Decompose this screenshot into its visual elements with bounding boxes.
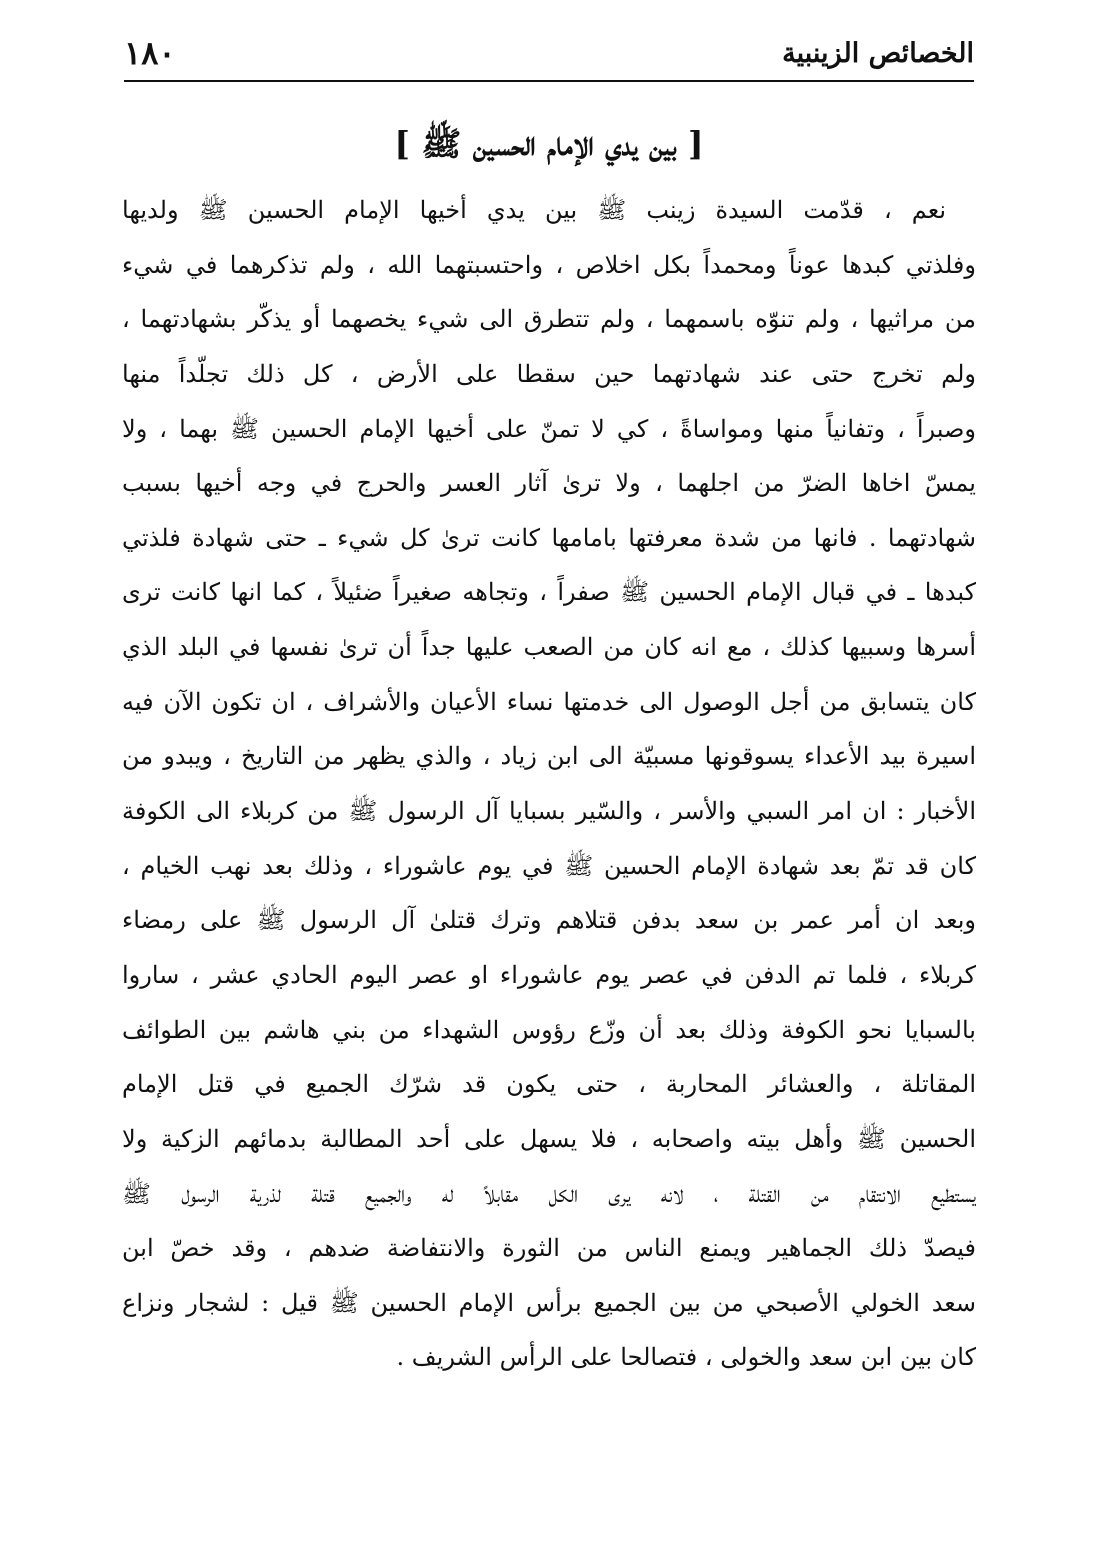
text-line: نعم ، قدّمت السيدة زينب ﷺ بين يدي أخيها الإمام الحسين ﷺ ولديها [122,196,946,224]
page-header [124,34,974,82]
text-line: ولم تخرج حتى عند شهادتهما حين سقطا على الأرض ، كل ذلك تجلّداً منها [122,359,976,388]
text-line: شهادتهما . فانها من شدة معرفتها بامامها كانت ترىٰ كل شيء ـ حتى شهادة فلذتي [122,523,976,552]
text-line: كربلاء ، فلما تم الدفن في عصر يوم عاشوراء او عصر اليوم الحادي عشر ، ساروا [122,960,976,989]
section-heading: [ بين يدي الإمام الحسين ﷺ ] [394,124,704,163]
text-line: كان يتسابق من أجل الوصول الى خدمتها نساء الأعيان والأشراف ، ان تكون الآن فيه [122,687,976,716]
text-line: كبدها ـ في قبال الإمام الحسين ﷺ صفراً ، وتجاهه صغيراً ضئيلاً ، كما انها كانت ترى [122,578,976,607]
text-line: الأخبار : ان امر السبي والأسر ، والسّير بسبايا آل الرسول ﷺ من كربلاء الى الكوفة [122,797,976,826]
text-line: المقاتلة ، والعشائر المحاربة ، حتى يكون قد شرّك الجميع في قتل الإمام [122,1070,976,1099]
text-line: وفلذتي كبدها عوناً ومحمداً بكل اخلاص ، واحتسبتهما الله ، ولم تذكرهما في شيء [122,250,976,279]
text-line: أسرها وسبيها كذلك ، مع انه كان من الصعب عليها جداً أن ترىٰ نفسها في البلد الذي [122,633,976,662]
text-line: من مراثيها ، ولم تنوّه باسمهما ، ولم تتطرق الى شيء يخصهما أو يذكّر بشهادتهما ، [122,305,976,334]
text-line: وبعد ان أمر عمر بن سعد بدفن قتلاهم وترك قتلىٰ آل الرسول ﷺ على رمضاء [122,906,976,935]
page-number: ١٨٠ [124,34,176,72]
text-line: سعد الخولي الأصبحي من بين الجميع برأس الإمام الحسين ﷺ قيل : لشجار ونزاع [122,1288,976,1317]
text-line: يمسّ اخاها الضرّ من اجلهما ، ولا ترىٰ آثار العسر والحرج في وجه أخيها بسبب [122,469,976,498]
text-line: كان بين ابن سعد والخولى ، فتصالحا على الرأس الشريف . [396,1343,976,1372]
text-line: الحسين ﷺ وأهل بيته واصحابه ، فلا يسهل على أحد المطالبة بدمائهم الزكية ولا [122,1124,976,1153]
text-line: يستطيع الانتقام من القتلة ، لانه يرى الكل مقابلاً له والجميع قتلة لذرية الرسول ﷺ [122,1179,976,1208]
text-line: كان قد تمّ بعد شهادة الإمام الحسين ﷺ في يوم عاشوراء ، وذلك بعد نهب الخيام ، [122,851,976,880]
running-title: الخصائص الزينبية [782,38,974,69]
body-paragraph [122,183,976,1385]
text-line: وصبراً ، وتفانياً منها ومواساةً ، كي لا تمنّ على أخيها الإمام الحسين ﷺ بهما ، ولا [122,414,976,443]
text-line: بالسبايا نحو الكوفة وذلك بعد أن وزّع رؤوس الشهداء من بني هاشم بين الطوائف [122,1015,976,1044]
text-line: فيصدّ ذلك الجماهير ويمنع الناس من الثورة والانتفاضة ضدهم ، وقد خصّ ابن [122,1234,976,1263]
text-line: اسيرة بيد الأعداء يسوقونها مسبيّة الى ابن زياد ، والذي يظهر من التاريخ ، ويبدو من [122,742,976,771]
